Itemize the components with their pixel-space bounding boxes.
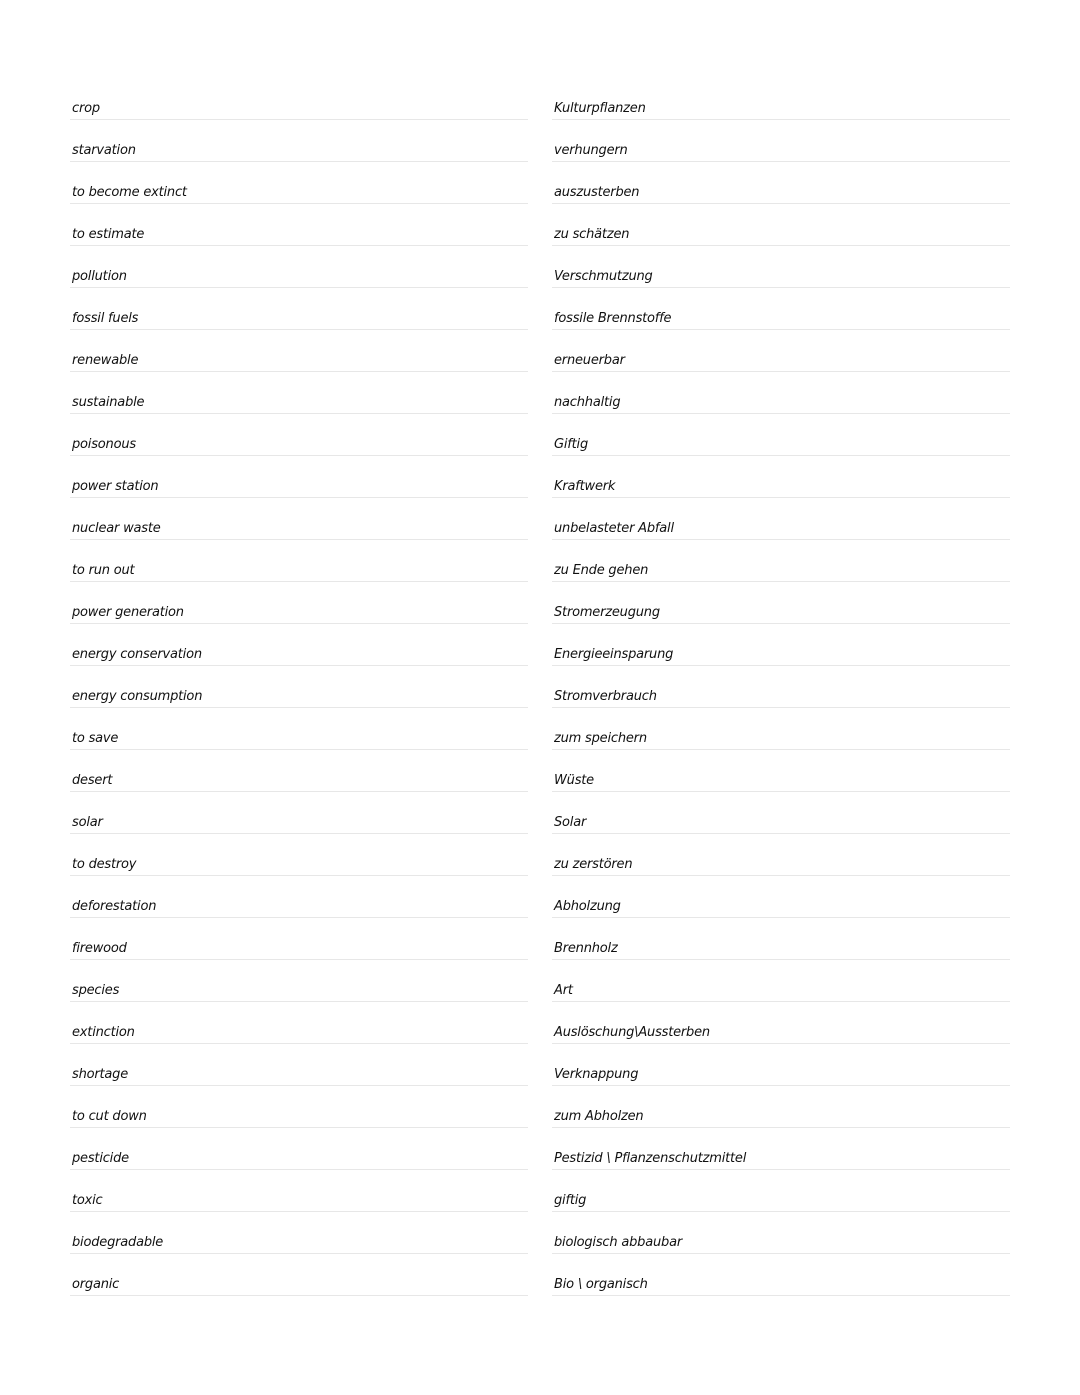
german-translation: Auslöschung\Aussterben bbox=[554, 1025, 710, 1040]
english-term: pollution bbox=[72, 269, 127, 284]
vocab-row-english bbox=[70, 750, 528, 792]
german-translation: Art bbox=[554, 983, 573, 998]
vocab-row-english bbox=[70, 456, 528, 498]
german-translation: Wüste bbox=[554, 773, 594, 788]
english-term: deforestation bbox=[72, 899, 157, 914]
vocab-row-german bbox=[552, 708, 1010, 750]
german-translation: Stromverbrauch bbox=[554, 689, 657, 704]
german-translation: nachhaltig bbox=[554, 395, 621, 410]
german-translation: zu schätzen bbox=[554, 227, 630, 242]
german-column bbox=[552, 94, 1010, 1296]
english-term: to run out bbox=[72, 563, 135, 578]
english-term: crop bbox=[72, 101, 100, 116]
vocab-row-german bbox=[552, 204, 1010, 246]
german-translation: Verknappung bbox=[554, 1067, 639, 1082]
vocab-row-german bbox=[552, 372, 1010, 414]
vocab-row-german bbox=[552, 288, 1010, 330]
vocab-row-german bbox=[552, 414, 1010, 456]
english-term: to save bbox=[72, 731, 119, 746]
vocab-row-english bbox=[70, 540, 528, 582]
vocab-row-english bbox=[70, 330, 528, 372]
vocab-row-german bbox=[552, 792, 1010, 834]
vocab-row-english bbox=[70, 918, 528, 960]
vocab-row-german bbox=[552, 582, 1010, 624]
german-translation: Stromerzeugung bbox=[554, 605, 660, 620]
vocab-row-german bbox=[552, 1254, 1010, 1296]
english-term: sustainable bbox=[72, 395, 145, 410]
vocab-row-english bbox=[70, 1212, 528, 1254]
english-term: fossil fuels bbox=[72, 311, 139, 326]
vocab-row-english bbox=[70, 1128, 528, 1170]
english-term: energy conservation bbox=[72, 647, 202, 662]
vocab-row-english bbox=[70, 414, 528, 456]
german-translation: Bio \ organisch bbox=[554, 1277, 648, 1292]
english-term: shortage bbox=[72, 1067, 129, 1082]
vocab-row-english bbox=[70, 288, 528, 330]
english-term: power station bbox=[72, 479, 159, 494]
vocab-row-german bbox=[552, 1212, 1010, 1254]
german-translation: zum Abholzen bbox=[554, 1109, 644, 1124]
english-term: to become extinct bbox=[72, 185, 187, 200]
vocab-row-english bbox=[70, 1044, 528, 1086]
german-translation: zu zerstören bbox=[554, 857, 633, 872]
vocab-row-german bbox=[552, 94, 1010, 120]
english-term: to estimate bbox=[72, 227, 145, 242]
english-term: starvation bbox=[72, 143, 136, 158]
german-translation: Giftig bbox=[554, 437, 589, 452]
english-column bbox=[70, 94, 528, 1296]
vocab-row-english bbox=[70, 960, 528, 1002]
vocab-row-english bbox=[70, 162, 528, 204]
english-term: biodegradable bbox=[72, 1235, 164, 1250]
english-term: toxic bbox=[72, 1193, 103, 1208]
vocab-row-german bbox=[552, 876, 1010, 918]
german-translation: Verschmutzung bbox=[554, 269, 653, 284]
vocab-row-german bbox=[552, 918, 1010, 960]
vocab-row-english bbox=[70, 246, 528, 288]
vocab-row-english bbox=[70, 498, 528, 540]
vocab-row-english bbox=[70, 372, 528, 414]
vocab-row-german bbox=[552, 960, 1010, 1002]
english-term: to cut down bbox=[72, 1109, 147, 1124]
vocab-row-german bbox=[552, 120, 1010, 162]
vocab-row-english bbox=[70, 1086, 528, 1128]
english-term: nuclear waste bbox=[72, 521, 161, 536]
vocab-row-english bbox=[70, 1254, 528, 1296]
german-translation: Solar bbox=[554, 815, 587, 830]
english-term: desert bbox=[72, 773, 113, 788]
english-term: species bbox=[72, 983, 120, 998]
vocab-row-english bbox=[70, 582, 528, 624]
english-term: firewood bbox=[72, 941, 127, 956]
english-term: pesticide bbox=[72, 1151, 129, 1166]
english-term: organic bbox=[72, 1277, 120, 1292]
vocab-row-german bbox=[552, 162, 1010, 204]
vocab-row-english bbox=[70, 624, 528, 666]
german-translation: zu Ende gehen bbox=[554, 563, 649, 578]
vocab-row-german bbox=[552, 624, 1010, 666]
english-term: power generation bbox=[72, 605, 184, 620]
german-translation: biologisch abbaubar bbox=[554, 1235, 682, 1250]
english-term: renewable bbox=[72, 353, 139, 368]
vocab-row-english bbox=[70, 204, 528, 246]
german-translation: erneuerbar bbox=[554, 353, 625, 368]
german-translation: zum speichern bbox=[554, 731, 647, 746]
vocab-row-german bbox=[552, 750, 1010, 792]
english-term: to destroy bbox=[72, 857, 137, 872]
vocab-row-german bbox=[552, 1086, 1010, 1128]
german-translation: fossile Brennstoffe bbox=[554, 311, 672, 326]
vocab-row-english bbox=[70, 834, 528, 876]
german-translation: Energieeinsparung bbox=[554, 647, 674, 662]
vocab-row-german bbox=[552, 1128, 1010, 1170]
vocab-row-german bbox=[552, 1044, 1010, 1086]
vocab-row-english bbox=[70, 120, 528, 162]
vocab-row-english bbox=[70, 94, 528, 120]
german-translation: Kulturpflanzen bbox=[554, 101, 646, 116]
vocab-row-german bbox=[552, 246, 1010, 288]
english-term: extinction bbox=[72, 1025, 135, 1040]
german-translation: Brennholz bbox=[554, 941, 618, 956]
vocab-row-english bbox=[70, 708, 528, 750]
vocab-row-german bbox=[552, 330, 1010, 372]
german-translation: Abholzung bbox=[554, 899, 621, 914]
german-translation: unbelasteter Abfall bbox=[554, 521, 674, 536]
vocab-row-german bbox=[552, 834, 1010, 876]
vocab-row-german bbox=[552, 666, 1010, 708]
vocab-row-english bbox=[70, 1002, 528, 1044]
german-translation: auszusterben bbox=[554, 185, 640, 200]
english-term: poisonous bbox=[72, 437, 136, 452]
german-translation: Kraftwerk bbox=[554, 479, 616, 494]
german-translation: Pestizid \ Pflanzenschutzmittel bbox=[554, 1151, 747, 1166]
vocab-row-english bbox=[70, 792, 528, 834]
vocab-row-german bbox=[552, 498, 1010, 540]
vocab-row-english bbox=[70, 876, 528, 918]
vocab-row-german bbox=[552, 540, 1010, 582]
german-translation: giftig bbox=[554, 1193, 587, 1208]
vocab-row-english bbox=[70, 1170, 528, 1212]
vocab-row-english bbox=[70, 666, 528, 708]
english-term: energy consumption bbox=[72, 689, 203, 704]
english-term: solar bbox=[72, 815, 103, 830]
vocab-row-german bbox=[552, 456, 1010, 498]
vocab-row-german bbox=[552, 1170, 1010, 1212]
vocab-row-german bbox=[552, 1002, 1010, 1044]
german-translation: verhungern bbox=[554, 143, 628, 158]
